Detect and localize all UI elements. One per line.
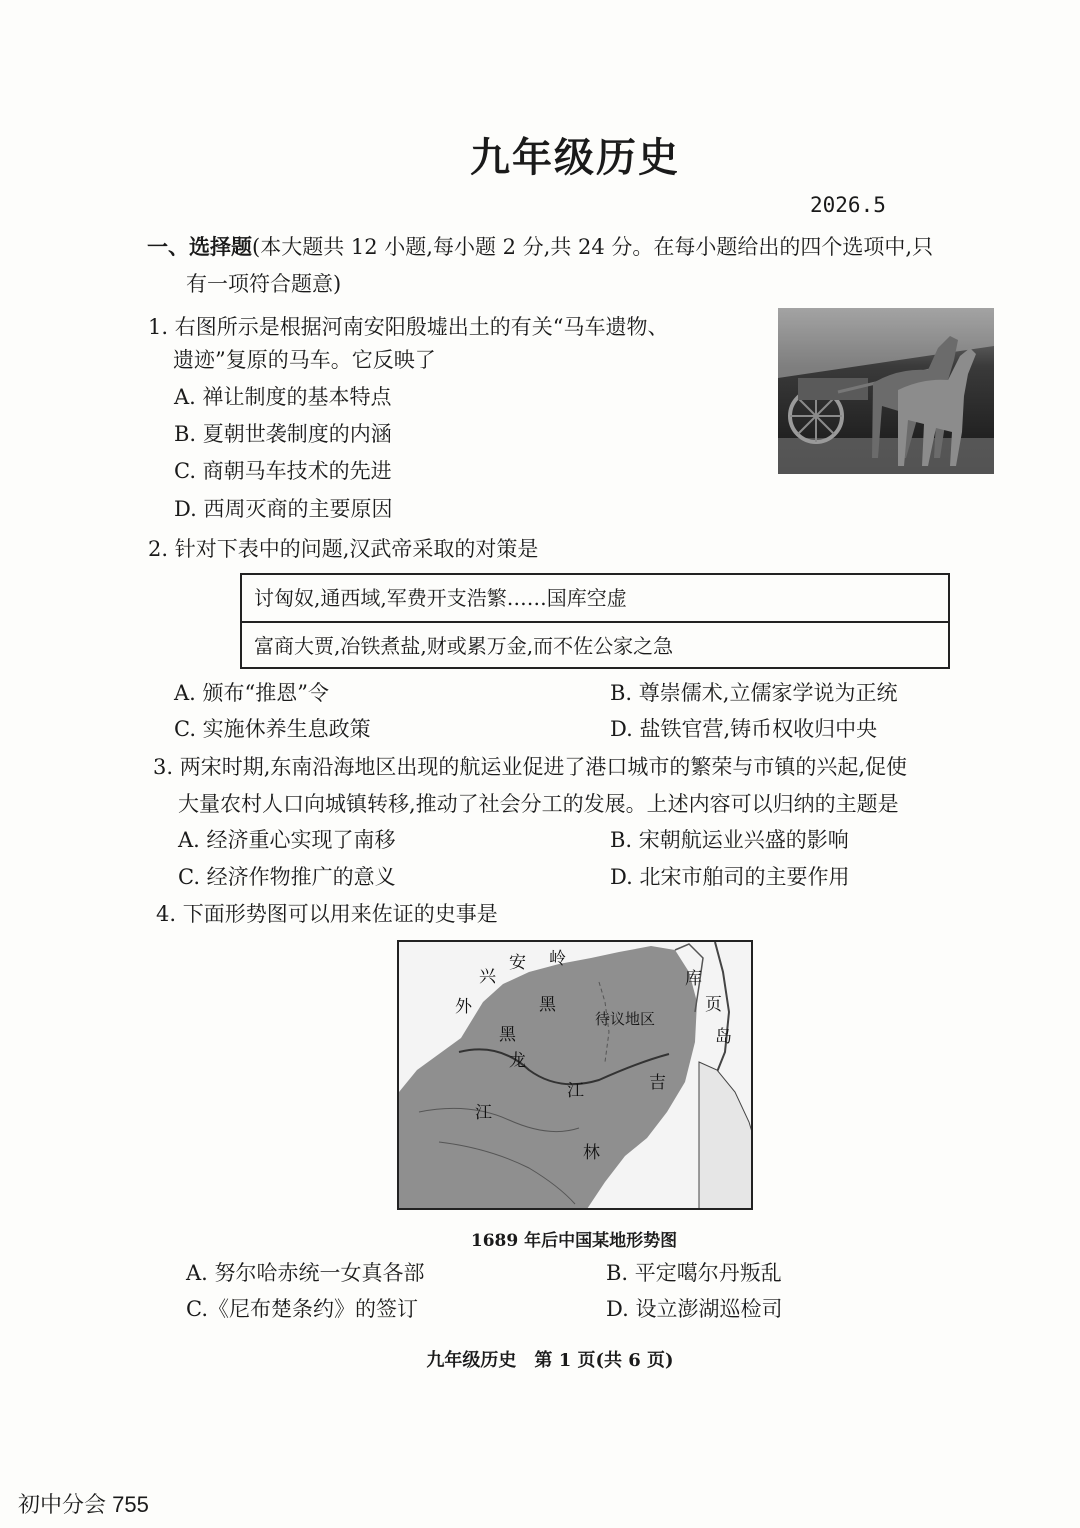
- q3-option-d: D. 北宋市舶司的主要作用: [610, 865, 850, 889]
- map-label: 江: [567, 1081, 584, 1101]
- q2-option-a: A. 颁布“推恩”令: [174, 681, 329, 705]
- map-caption: 1689 年后中国某地形势图: [470, 1231, 678, 1251]
- q2-option-b: B. 尊崇儒术,立儒家学说为正统: [610, 681, 898, 705]
- q2-table: [240, 573, 950, 669]
- map-label: 林: [583, 1143, 600, 1163]
- map-label: 页: [705, 995, 722, 1015]
- q1-option-a: A. 禅让制度的基本特点: [174, 385, 392, 409]
- map-label: 江: [475, 1103, 492, 1123]
- map-label: 黑: [539, 995, 556, 1015]
- q3-stem-line1: 3. 两宋时期,东南沿海地区出现的航运业促进了港口城市的繁荣与市镇的兴起,促使: [153, 755, 908, 779]
- section-instruction: (本大题共 12 小题,每小题 2 分,共 24 分。在每小题给出的四个选项中,只: [252, 235, 934, 259]
- table-row: 富商大贾,冶铁煮盐,财或累万金,而不佐公家之急: [242, 621, 948, 667]
- q3-option-c: C. 经济作物推广的意义: [178, 865, 396, 889]
- section-heading: 一、选择题: [147, 234, 252, 259]
- q2-option-d: D. 盐铁官营,铸币权收归中央: [610, 717, 878, 741]
- map-label: 吉: [649, 1073, 666, 1093]
- map-label-disputed-area: 待议地区: [595, 1010, 656, 1028]
- chariot-photo: [778, 308, 994, 474]
- map-label: 龙: [509, 1051, 526, 1071]
- map-label: 库: [685, 969, 702, 989]
- q1-option-d: D. 西周灭商的主要原因: [174, 497, 393, 521]
- map-label: 黑: [499, 1025, 516, 1045]
- q4-stem: 4. 下面形势图可以用来佐证的史事是: [156, 902, 498, 926]
- q1-option-b: B. 夏朝世袭制度的内涵: [174, 422, 392, 446]
- q4-option-a: A. 努尔哈赤统一女真各部: [186, 1261, 425, 1285]
- q2-stem: 2. 针对下表中的问题,汉武帝采取的对策是: [148, 537, 539, 561]
- historical-map: [397, 940, 753, 1210]
- q1-stem-line2: 遗迹”复原的马车。它反映了: [173, 348, 436, 372]
- section-instruction-line1: [147, 232, 933, 262]
- map-label: 外: [455, 997, 472, 1017]
- q1-stem-line1: 1. 右图所示是根据河南安阳殷墟出土的有关“马车遗物、: [148, 315, 669, 339]
- page-title: 九年级历史: [470, 134, 680, 181]
- q2-option-c: C. 实施休养生息政策: [174, 717, 371, 741]
- q4-option-b: B. 平定噶尔丹叛乱: [606, 1261, 782, 1285]
- exam-date: 2026.5: [810, 193, 886, 217]
- map-label: 安: [509, 953, 526, 973]
- map-label: 兴: [479, 967, 496, 987]
- section-instruction-line2: 有一项符合题意): [186, 272, 342, 296]
- bronze-chariot-horses-photo-icon: [778, 308, 994, 474]
- page-footer: 九年级历史 第 1 页(共 6 页): [426, 1350, 674, 1371]
- q3-stem-line2: 大量农村人口向城镇转移,推动了社会分工的发展。上述内容可以归纳的主题是: [178, 792, 899, 816]
- map-label: 岭: [549, 949, 566, 969]
- q1-option-c: C. 商朝马车技术的先进: [174, 459, 392, 483]
- q3-option-b: B. 宋朝航运业兴盛的影响: [610, 828, 849, 852]
- table-row: 讨匈奴,通西域,军费开支浩繁……国库空虚: [254, 586, 627, 610]
- map-label: 岛: [715, 1027, 732, 1047]
- watermark-text: 初中分会 755: [18, 1492, 149, 1517]
- q3-option-a: A. 经济重心实现了南移: [178, 828, 396, 852]
- q4-option-d: D. 设立澎湖巡检司: [606, 1297, 783, 1321]
- q4-option-c: C.《尼布楚条约》的签订: [186, 1297, 418, 1321]
